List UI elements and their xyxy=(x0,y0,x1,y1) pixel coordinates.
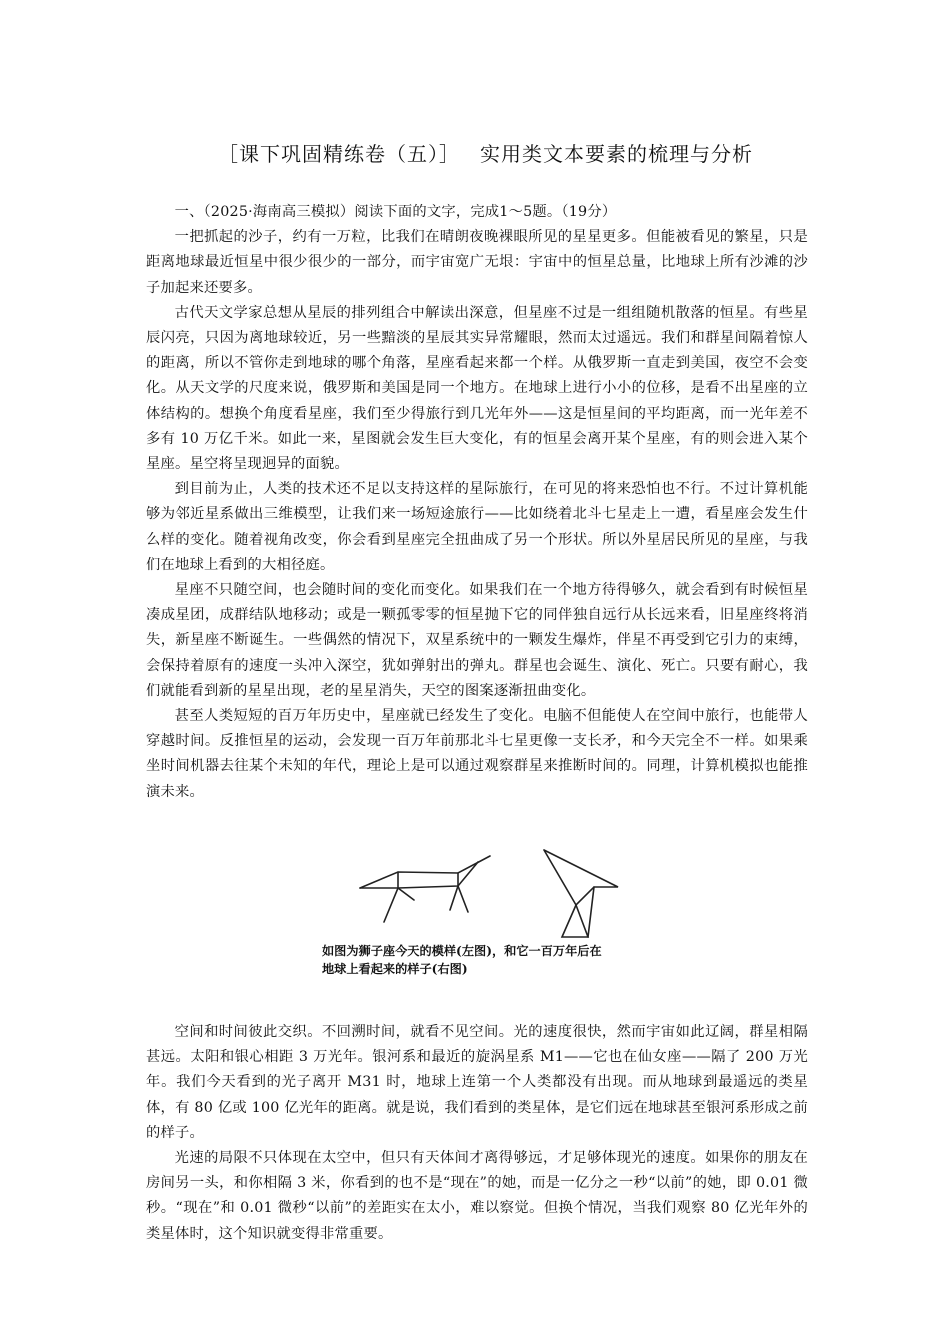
article-body xyxy=(146,200,808,805)
section-heading: 一、（2025·海南高三模拟）阅读下面的文字，完成1～5题。（19分） xyxy=(174,204,617,220)
lion-future-diagram xyxy=(544,850,618,937)
caption-line-2: 地球上看起来的样子(右图) xyxy=(322,962,468,976)
lion-future-triangle xyxy=(544,850,618,905)
article-body-continued xyxy=(146,1020,808,1247)
paragraph-2: 古代天文学家总想从星辰的排列组合中解读出深意，但星座不过是一组组随机散落的恒星。有些星辰闪亮，只因为离地球较近，另一些黯淡的星辰其实异常耀眼，然而太过遥远。我们和群星间隔着惊人的距离，所以不管你走到地球的哪个角落，星座看起来都一个样。从俄罗斯一直走到美国，夜空不会变化。从天文学的尺度来说，俄罗斯和美国是同一个地方。在地球上进行小小的位移，是看不出星座的立体结构的。想换个角度看星座，我们至少得旅行到几光年外——这是恒星间的平均距离，而一光年差不多有 10 万亿千米。如此一来，星图就会发生巨大变化，有的恒星会离开某个星座，有的则会进入某个星座。星空将呈现迥异的面貌。 xyxy=(146,304,808,473)
lion-future-leg xyxy=(588,887,594,937)
lion-future-base xyxy=(562,905,588,937)
constellation-figure xyxy=(318,842,678,982)
title-bracket-label: ［课下巩固精练卷（五）］ xyxy=(218,142,460,166)
figure-caption xyxy=(322,942,682,978)
paragraph-5: 甚至人类短短的百万年历史中，星座就已经发生了变化。电脑不但能使人在空间中旅行，也能带人穿越时间。反推恒星的运动，会发现一百万年前那北斗七星更像一支长矛，和今天完全不一样。如果乘坐时间机器去往某个未知的年代，理论上是可以通过观察群星来推断时间的。同理，计算机模拟也能推演未来。 xyxy=(146,708,808,800)
paragraph-3: 到目前为止，人类的技术还不足以支持这样的星际旅行，在可见的将来恐怕也不行。不过计算机能够为邻近星系做出三维模型，让我们来一场短途旅行——比如绕着北斗七星走上一遭，看星座会发生什么样的变化。随着视角改变，你会看到星座完全扭曲成了另一个形状。所以外星居民所见的星座，与我们在地球上看到的大相径庭。 xyxy=(146,481,808,573)
title-main: 实用类文本要素的梳理与分析 xyxy=(480,142,753,166)
caption-line-1: 如图为狮子座今天的模样(左图)，和它一百万年后在 xyxy=(322,944,602,958)
page-title xyxy=(218,138,858,167)
lion-today-rear-leg2 xyxy=(450,886,458,910)
constellation-diagram xyxy=(318,842,678,942)
lion-today-paw xyxy=(398,888,414,900)
paragraph-1: 一把抓起的沙子，约有一万粒，比我们在晴朗夜晚裸眼所见的星星更多。但能被看见的繁星，只是距离地球最近恒星中很少很少的一部分，而宇宙宽广无垠：宇宙中的恒星总量，比地球上所有沙滩的沙子加起来还要多。 xyxy=(146,229,808,296)
paragraph-7: 光速的局限不只体现在太空中，但只有天体间才离得够远，才足够体现光的速度。如果你的朋友在房间另一头，和你相隔 3 米，你看到的也不是“现在”的她，而是一亿分之一秒“以前”的她，即 0.01 微秒。“现在”和 0.01 微秒“以前”的差距实在太小，难以察觉。但换个情况，当我们观察 80 亿光年外的类星体时，这个知识就变得非常重要。 xyxy=(146,1150,808,1242)
lion-today-front-leg xyxy=(384,872,398,922)
paragraph-4: 星座不只随空间，也会随时间的变化而变化。如果我们在一个地方待得够久，就会看到有时候恒星凑成星团，成群结队地移动；或是一颗孤零零的恒星抛下它的同伴独自远行从长远来看，旧星座终将消失，新星座不断诞生。一些偶然的情况下，双星系统中的一颗发生爆炸，伴星不再受到它引力的束缚，会保持着原有的速度一头冲入深空，犹如弹射出的弹丸。群星也会诞生、演化、死亡。只要有耐心，我们就能看到新的星星出现，老的星星消失，天空的图案逐渐扭曲变化。 xyxy=(146,582,808,699)
paragraph-6: 空间和时间彼此交织。不回溯时间，就看不见空间。光的速度很快，然而宇宙如此辽阔，群星相隔甚远。太阳和银心相距 3 万光年。银河系和最近的旋涡星系 M1——它也在仙女座——隔了 200 万光年。我们今天看到的光子离开 M31 时，地球上连第一个人类都没有出现。而从地球到最遥远的类星体，有 80 亿或 100 亿光年的距离。就是说，我们看到的类星体，是它们远在地球甚至银河系形成之前的样子。 xyxy=(146,1024,808,1141)
lion-today-belly xyxy=(360,862,478,888)
lion-today-diagram xyxy=(360,856,490,922)
